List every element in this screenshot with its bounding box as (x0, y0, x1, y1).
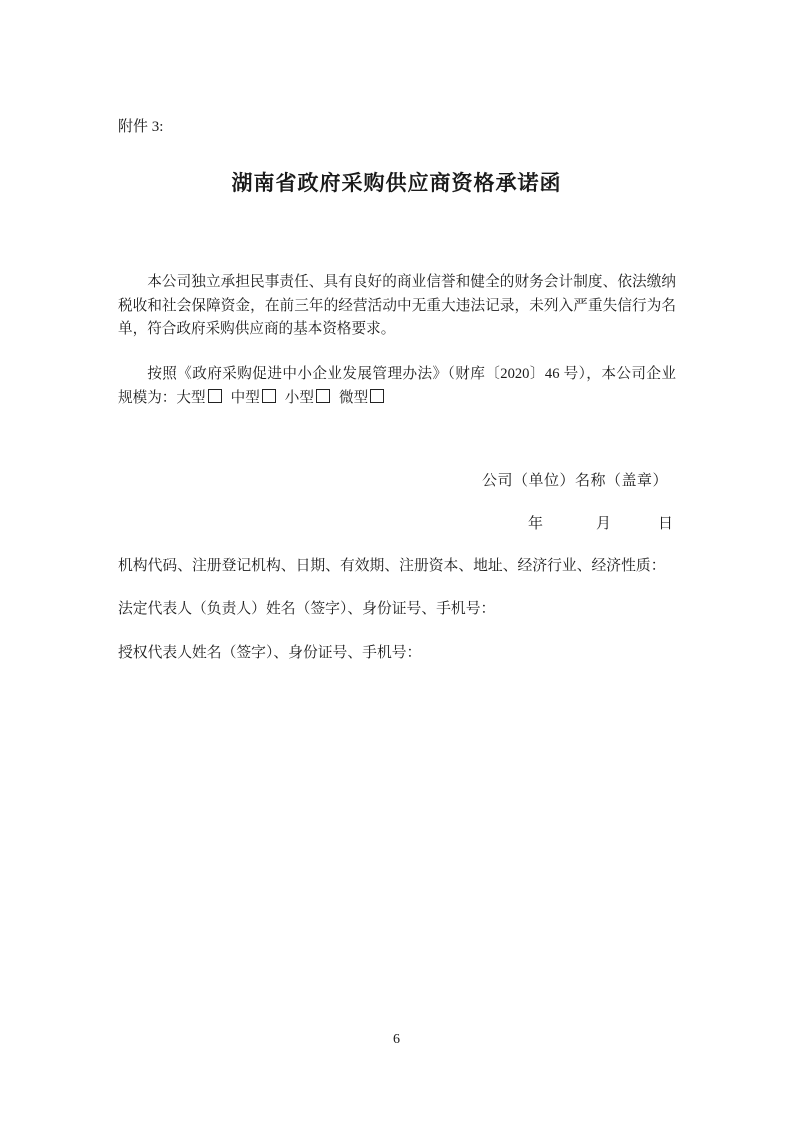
signature-date-line (0, 514, 793, 534)
size-option-small-label: 小型 (284, 389, 314, 406)
size-option-micro (339, 390, 384, 406)
size-option-large (176, 390, 221, 406)
commitment-paragraph: 本公司独立承担民事责任、具有良好的商业信誉和健全的财务会计制度、依法缴纳税收和社会保障资金，在前三年的经营活动中无重大违法记录，未列入严重失信行为名单，符合政府采购供应商的基本资格要求。 (118, 274, 676, 337)
attachment-label: 附件 3: (118, 119, 164, 135)
size-option-medium (231, 390, 276, 406)
enterprise-scale-paragraph (118, 363, 676, 410)
date-year-label: 年 (528, 516, 544, 532)
size-option-micro-label: 微型 (339, 389, 369, 406)
legal-representative-line: 法定代表人（负责人）姓名（签字）、身份证号、手机号： (118, 601, 496, 617)
date-day-label: 日 (658, 516, 674, 532)
size-option-medium-label: 中型 (230, 389, 260, 406)
authorized-representative-line: 授权代表人姓名（签字）、身份证号、手机号： (118, 645, 422, 661)
size-option-large-label: 大型 (176, 389, 206, 406)
org-info-line: 机构代码、注册登记机构、日期、有效期、注册资本、地址、经济行业、经济性质： (118, 558, 666, 574)
checkbox-large[interactable] (208, 389, 222, 403)
date-month-label: 月 (596, 516, 612, 532)
checkbox-small[interactable] (316, 389, 330, 403)
document-title: 湖南省政府采购供应商资格承诺函 (231, 171, 562, 195)
page-number: 6 (393, 1032, 400, 1047)
checkbox-micro[interactable] (370, 389, 384, 403)
size-option-small (285, 390, 330, 406)
enterprise-scale-intro: 按照《政府采购促进中小企业发展管理办法》（财库〔2020〕46 号），本公司企业规模为： (118, 366, 676, 406)
company-seal-label: 公司（单位）名称（盖章） (481, 473, 668, 489)
checkbox-medium[interactable] (262, 389, 276, 403)
